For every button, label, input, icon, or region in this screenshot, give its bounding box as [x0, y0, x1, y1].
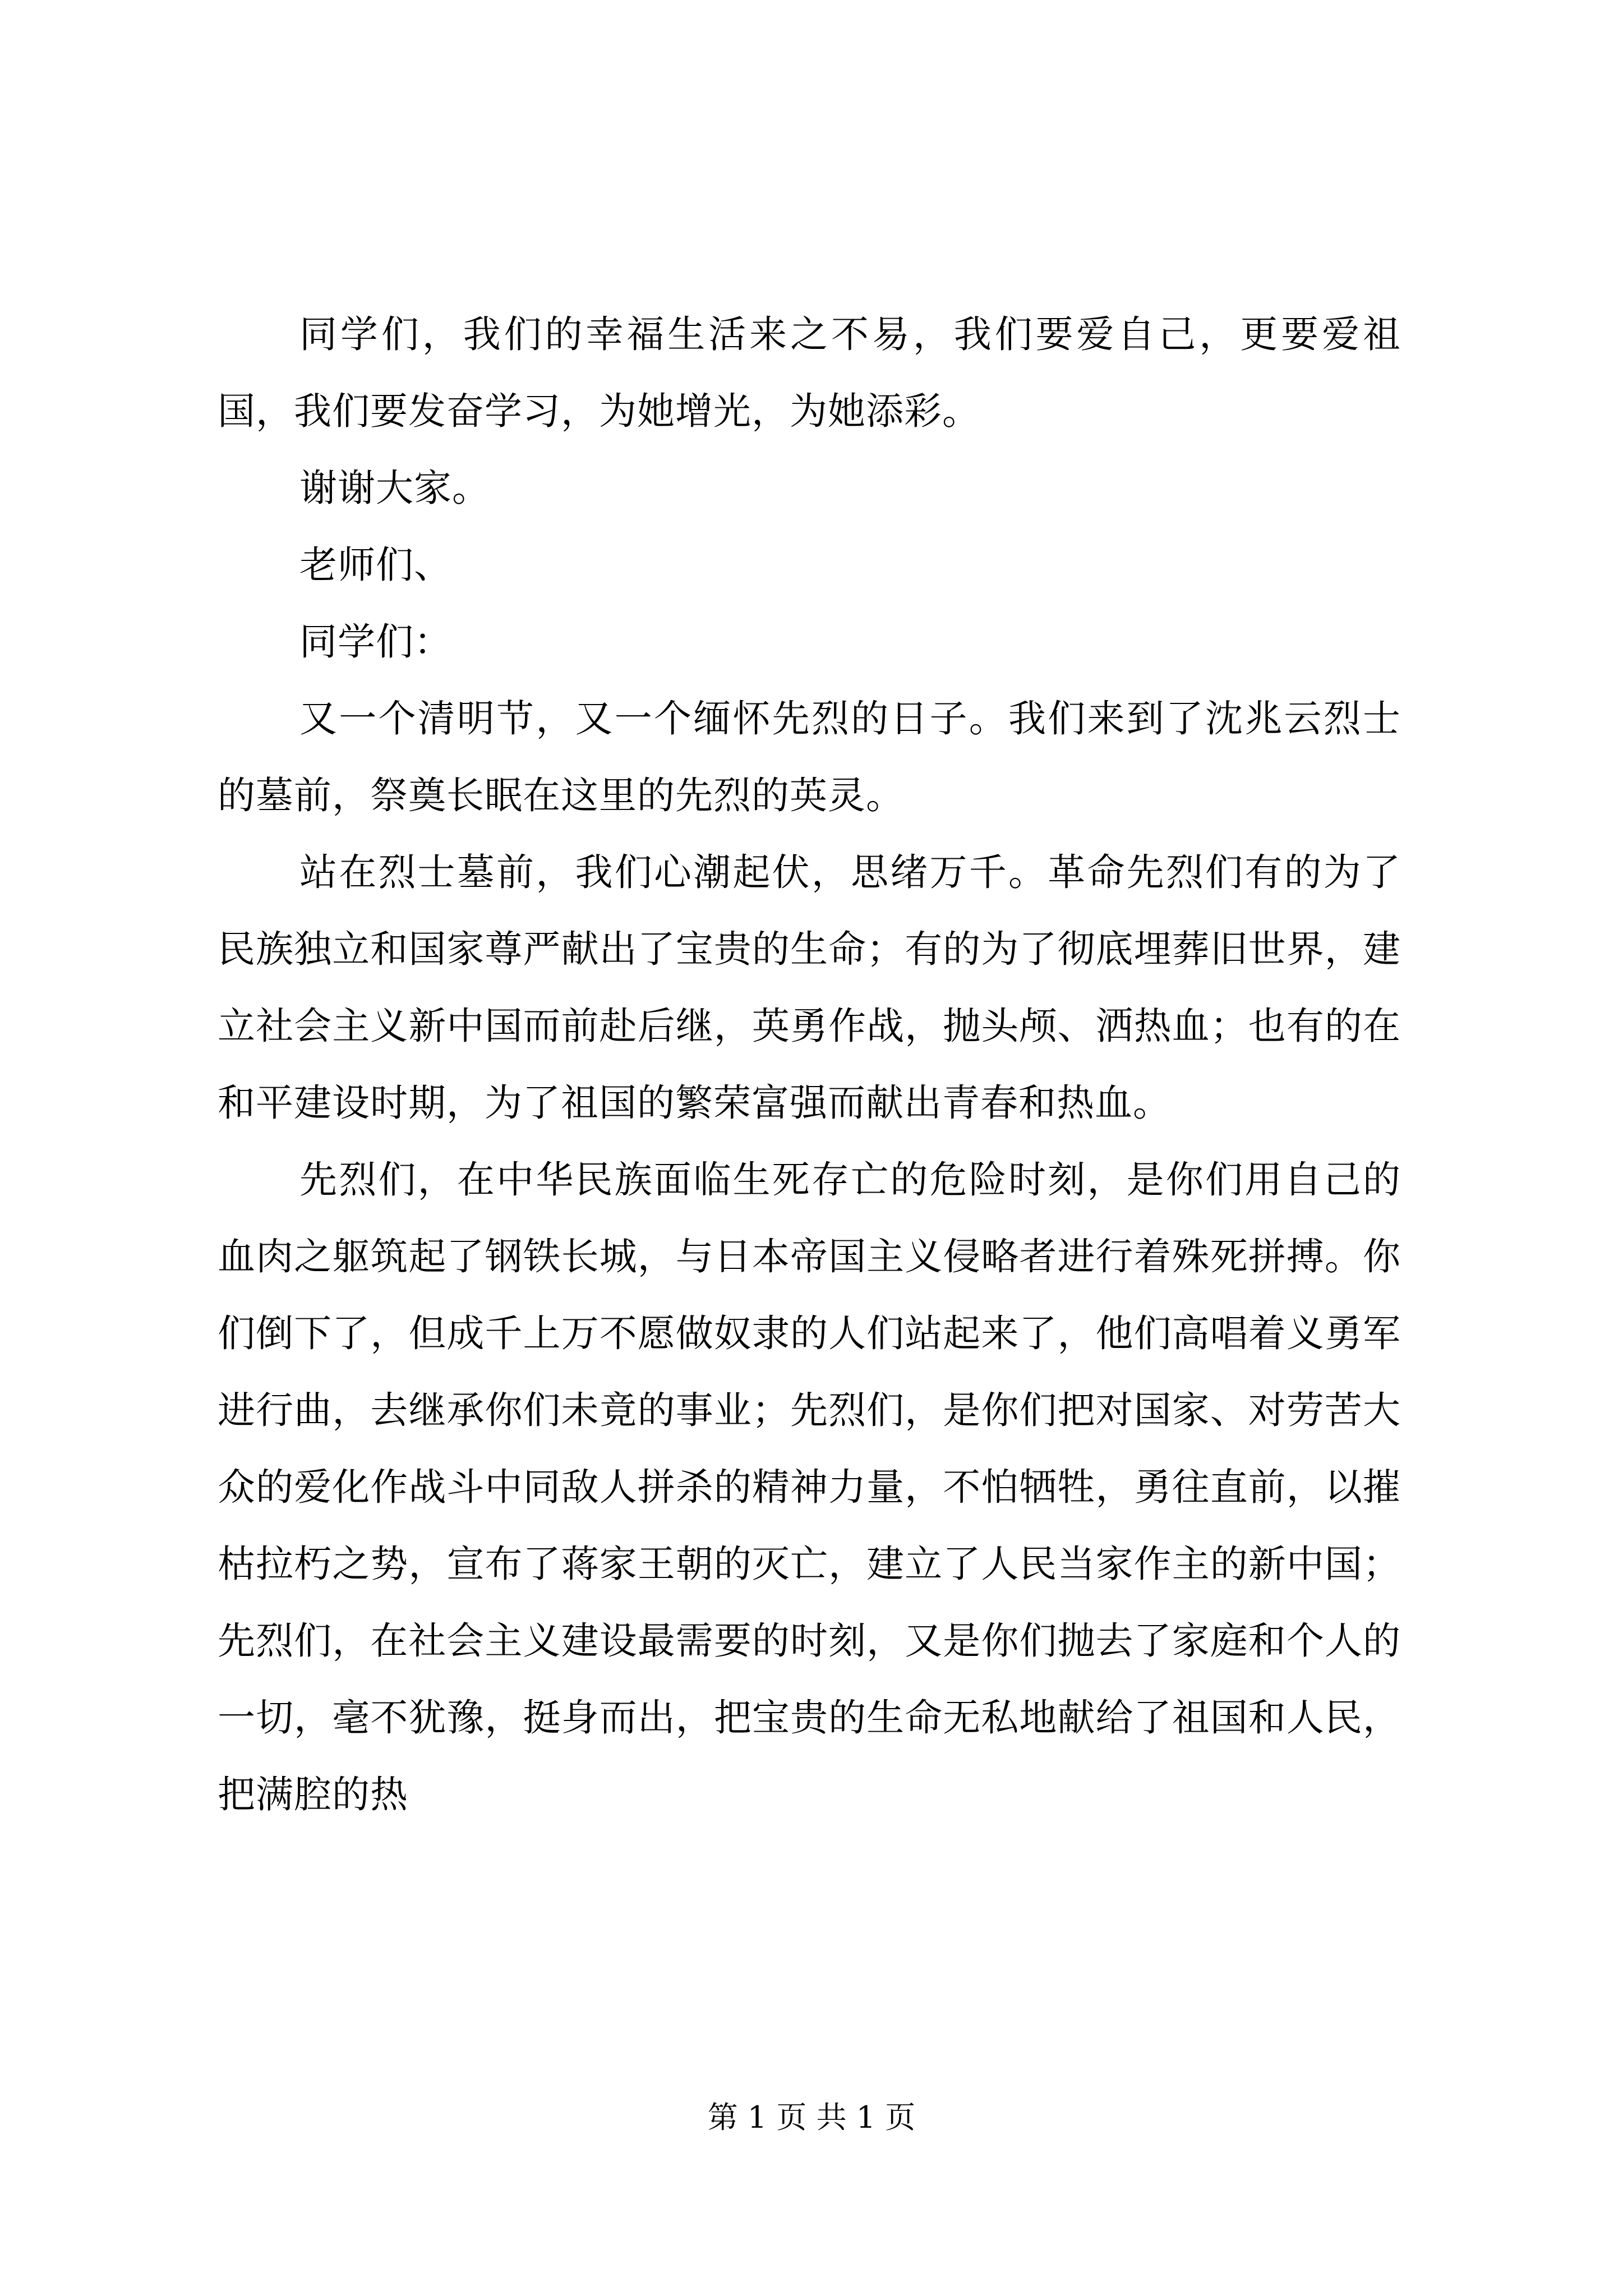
paragraph-4: 同学们：: [299, 620, 452, 664]
paragraph-1: 同学们，我们的幸福生活来之不易，我们要爱自己，更要爱祖国，我们要发奋学习，为她增光，为她添彩。: [218, 312, 1401, 433]
paragraph-2: 谢谢大家。: [299, 466, 490, 510]
paragraph-5: 又一个清明节，又一个缅怀先烈的日子。我们来到了沈兆云烈士的墓前，祭奠长眠在这里的先烈的英灵。: [218, 697, 1401, 817]
paragraph-6: 站在烈士墓前，我们心潮起伏，思绪万千。革命先烈们有的为了民族独立和国家尊严献出了宝贵的生命；有的为了彻底埋葬旧世界，建立社会主义新中国而前赴后继，英勇作战，抛头颅、洒热血；也有的在和平建设时期，为了祖国的繁荣富强而献出青春和热血。: [218, 850, 1401, 1125]
paragraph-7: 先烈们，在中华民族面临生死存亡的危险时刻，是你们用自己的血肉之躯筑起了钢铁长城，与日本帝国主义侵略者进行着殊死拼搏。你们倒下了，但成千上万不愿做奴隶的人们站起来了，他们高唱着义勇军进行曲，去继承你们未竟的事业；先烈们，是你们把对国家、对劳苦大众的爱化作战斗中同敌人拼杀的精神力量，不怕牺牲，勇往直前，以摧枯拉朽之势，宣布了蒋家王朝的灭亡，建立了人民当家作主的新中国；先烈们，在社会主义建设最需要的时刻，又是你们抛去了家庭和个人的一切，毫不犹豫，挺身而出，把宝贵的生命无私地献给了祖国和人民，把满腔的热: [218, 1158, 1401, 1816]
page-footer: 第 1 页 共 1 页: [707, 2100, 916, 2135]
document-body: [218, 296, 1401, 1833]
paragraph-3: 老师们、: [299, 543, 452, 587]
